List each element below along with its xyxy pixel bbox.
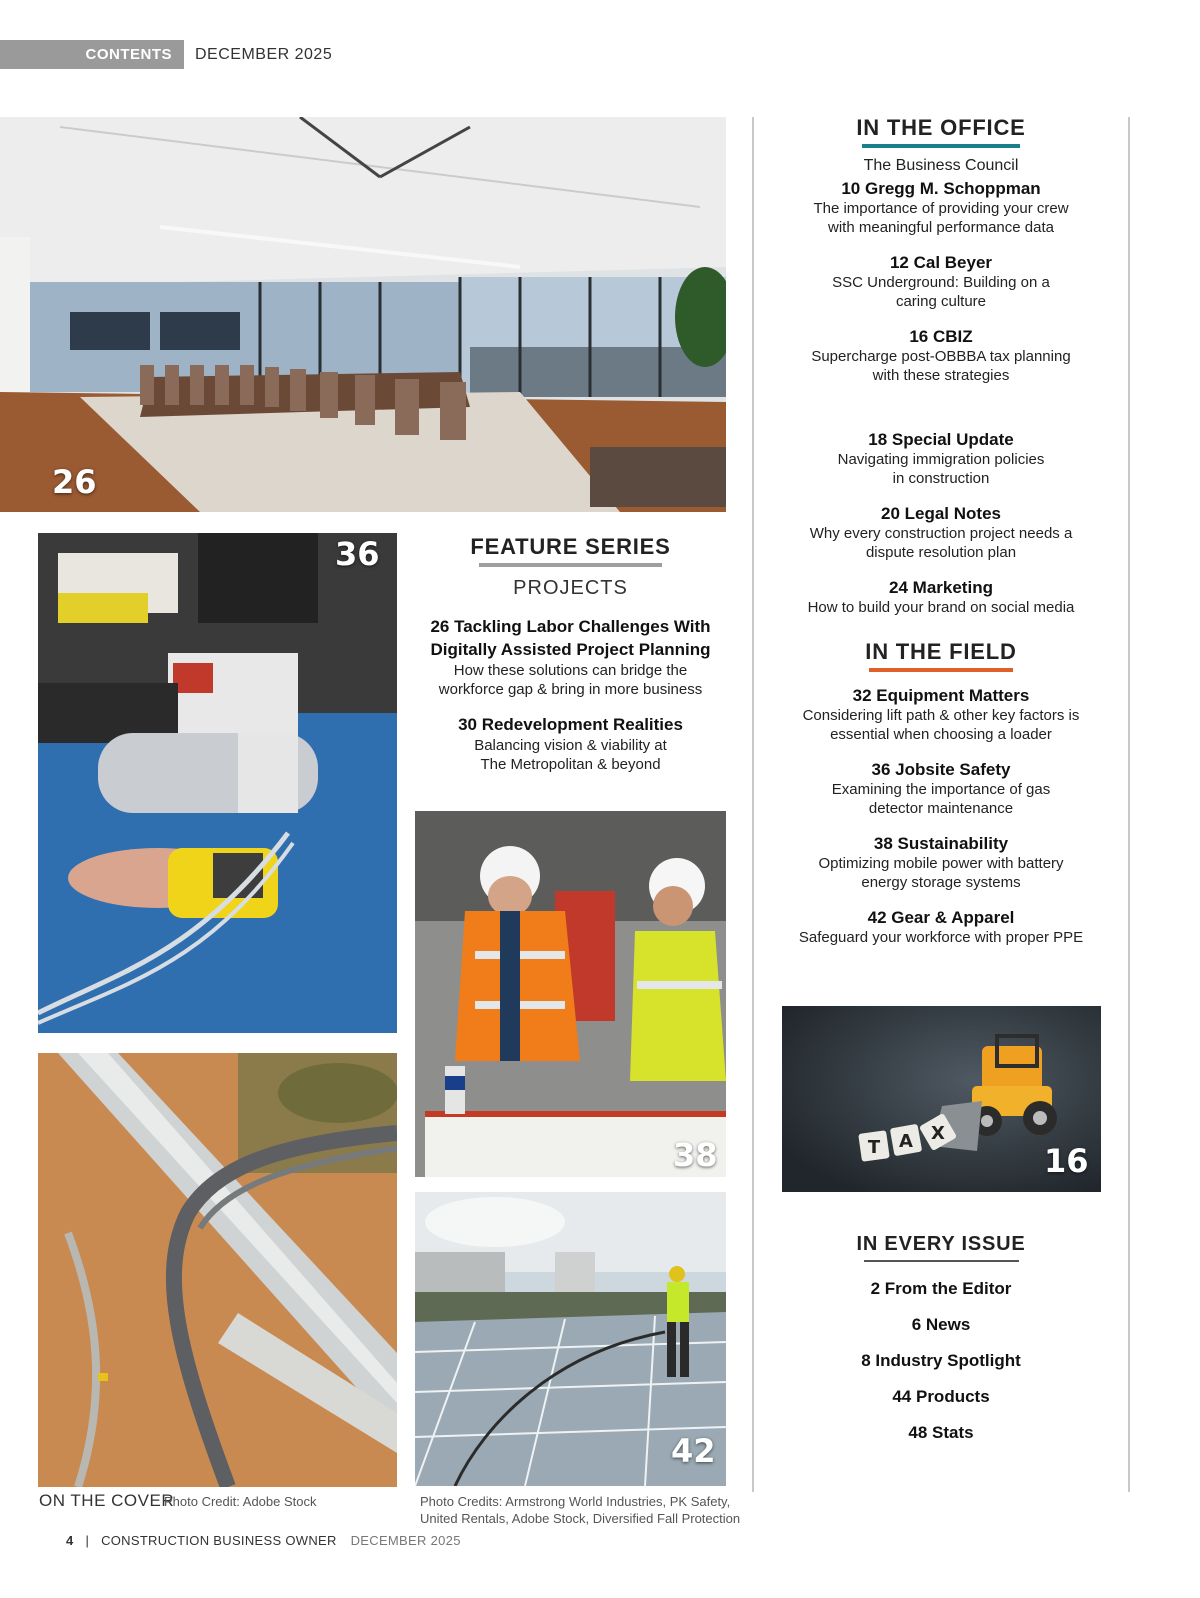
page-number-38: 38: [673, 1136, 718, 1174]
photo-credits-line: United Rentals, Adobe Stock, Diversified Fall Protection: [420, 1511, 741, 1526]
toc-item[interactable]: [772, 327, 1110, 385]
office-conference-image: [0, 117, 726, 512]
on-the-cover-label: ON THE COVER: [39, 1491, 175, 1510]
toc-item-title: 42 Gear & Apparel: [867, 908, 1015, 927]
feature-item-title: 26 Tackling Labor Challenges With: [430, 617, 711, 636]
every-issue-item[interactable]: 44 Products: [892, 1387, 990, 1406]
gas-detector-photo[interactable]: [38, 533, 397, 1033]
toc-item-title: 16 CBIZ: [909, 327, 973, 346]
toc-item-description: The importance of providing your crew: [813, 200, 1069, 217]
cover-aerial-image: [38, 1053, 397, 1487]
tax-tile-a: A: [899, 1131, 913, 1152]
business-council-tag: The Business Council: [863, 157, 1019, 174]
toc-item[interactable]: [772, 430, 1110, 488]
photo-credits-line: Photo Credits: Armstrong World Industries, PK Safety,: [420, 1494, 731, 1509]
feature-item-title: Digitally Assisted Project Planning: [430, 640, 711, 659]
page-number-36: 36: [335, 535, 380, 573]
footer-date: DECEMBER 2025: [350, 1533, 461, 1548]
feature-item-description: How these solutions can bridge the: [453, 662, 688, 679]
footer-separator: |: [85, 1533, 90, 1548]
toc-item-title: 36 Jobsite Safety: [871, 760, 1011, 779]
footer-page-number: 4: [66, 1533, 74, 1548]
feature-item[interactable]: [415, 615, 726, 699]
every-issue-item[interactable]: 8 Industry Spotlight: [861, 1351, 1021, 1370]
column-divider-right: [1128, 117, 1130, 1492]
toc-item-description: detector maintenance: [868, 800, 1014, 817]
office-conference-photo[interactable]: [0, 117, 726, 512]
toc-item-description: Navigating immigration policies: [837, 451, 1045, 468]
in-the-field-rule: [869, 668, 1013, 672]
toc-item-title: 20 Legal Notes: [881, 504, 1001, 523]
toc-item-description: with meaningful performance data: [828, 219, 1054, 236]
toc-item[interactable]: [772, 253, 1110, 311]
toc-item-description: energy storage systems: [861, 874, 1021, 891]
toc-item-title: 18 Special Update: [868, 430, 1014, 449]
tax-loader-photo[interactable]: [782, 1006, 1101, 1192]
toc-item-description: caring culture: [895, 293, 987, 310]
toc-item-description: dispute resolution plan: [865, 544, 1017, 561]
toc-item-description: Considering lift path & other key factors is: [802, 707, 1080, 724]
page-footer: [66, 1533, 461, 1548]
page-number-42: 42: [671, 1432, 716, 1470]
toc-item[interactable]: [772, 179, 1110, 237]
toc-item-description: SSC Underground: Building on a: [832, 274, 1050, 291]
toc-item-description: Optimizing mobile power with battery: [818, 855, 1064, 872]
in-every-issue-rule: [864, 1260, 1019, 1262]
feature-item-description: workforce gap & bring in more business: [438, 681, 703, 698]
in-the-office-rule: [862, 144, 1020, 148]
tax-tile-t: T: [867, 1137, 881, 1158]
toc-item-description: essential when choosing a loader: [830, 726, 1052, 743]
feature-series-rule: [479, 563, 662, 567]
tax-tile-x: X: [931, 1123, 945, 1144]
feature-item-description: Balancing vision & viability at: [474, 737, 667, 754]
toc-item-description: with these strategies: [872, 367, 1010, 384]
every-issue-item[interactable]: 2 From the Editor: [870, 1279, 1012, 1298]
footer-magazine-name: CONSTRUCTION BUSINESS OWNER: [101, 1533, 337, 1548]
feature-item-description: The Metropolitan & beyond: [480, 756, 661, 773]
toc-item[interactable]: [772, 578, 1110, 617]
column-divider-left: [752, 117, 754, 1492]
toc-item-title: 24 Marketing: [889, 578, 993, 597]
toc-item-description: Examining the importance of gas: [831, 781, 1051, 798]
feature-series-heading: FEATURE SERIES: [470, 534, 671, 559]
in-the-office-heading: IN THE OFFICE: [856, 115, 1026, 140]
issue-date: DECEMBER 2025: [195, 46, 333, 63]
toc-item-title: 38 Sustainability: [873, 834, 1009, 853]
toc-item[interactable]: [772, 760, 1110, 818]
toc-item-title: 12 Cal Beyer: [889, 253, 993, 272]
page-number-16: 16: [1044, 1142, 1089, 1180]
feature-item[interactable]: [415, 713, 726, 774]
toc-item-title: 10 Gregg M. Schoppman: [841, 179, 1041, 198]
toc-item[interactable]: [772, 686, 1110, 744]
toc-item-description: Supercharge post-OBBBA tax planning: [811, 348, 1071, 365]
every-issue-item[interactable]: 6 News: [911, 1315, 971, 1334]
feature-series-section: [415, 533, 726, 774]
toc-item-description: Safeguard your workforce with proper PPE: [798, 929, 1084, 946]
page-number-26: 26: [52, 463, 97, 501]
gas-detector-image: [38, 533, 397, 1033]
in-every-issue-heading: IN EVERY ISSUE: [856, 1233, 1026, 1255]
rooftop-worker-photo[interactable]: [415, 1192, 726, 1486]
cover-aerial-photo[interactable]: [38, 1053, 397, 1487]
toc-item[interactable]: [772, 504, 1110, 562]
cover-photo-credit: Photo Credit: Adobe Stock: [164, 1494, 317, 1509]
feature-item-title: 30 Redevelopment Realities: [458, 715, 683, 734]
workers-planning-photo[interactable]: [415, 811, 726, 1177]
workers-planning-image: [415, 811, 726, 1177]
toc-item-description: in construction: [892, 470, 990, 487]
contents-label: CONTENTS: [85, 46, 172, 63]
toc-item-description: How to build your brand on social media: [807, 599, 1075, 616]
toc-item-description: Why every construction project needs a: [809, 525, 1073, 542]
feature-series-subheading: PROJECTS: [513, 577, 628, 599]
in-every-issue-section: [772, 1230, 1110, 1444]
toc-item-title: 32 Equipment Matters: [852, 686, 1030, 705]
in-the-field-heading: IN THE FIELD: [865, 639, 1017, 664]
toc-item[interactable]: [772, 834, 1110, 892]
toc-item[interactable]: [772, 908, 1110, 947]
every-issue-item[interactable]: 48 Stats: [908, 1423, 974, 1442]
in-the-office-section: [772, 113, 1110, 947]
